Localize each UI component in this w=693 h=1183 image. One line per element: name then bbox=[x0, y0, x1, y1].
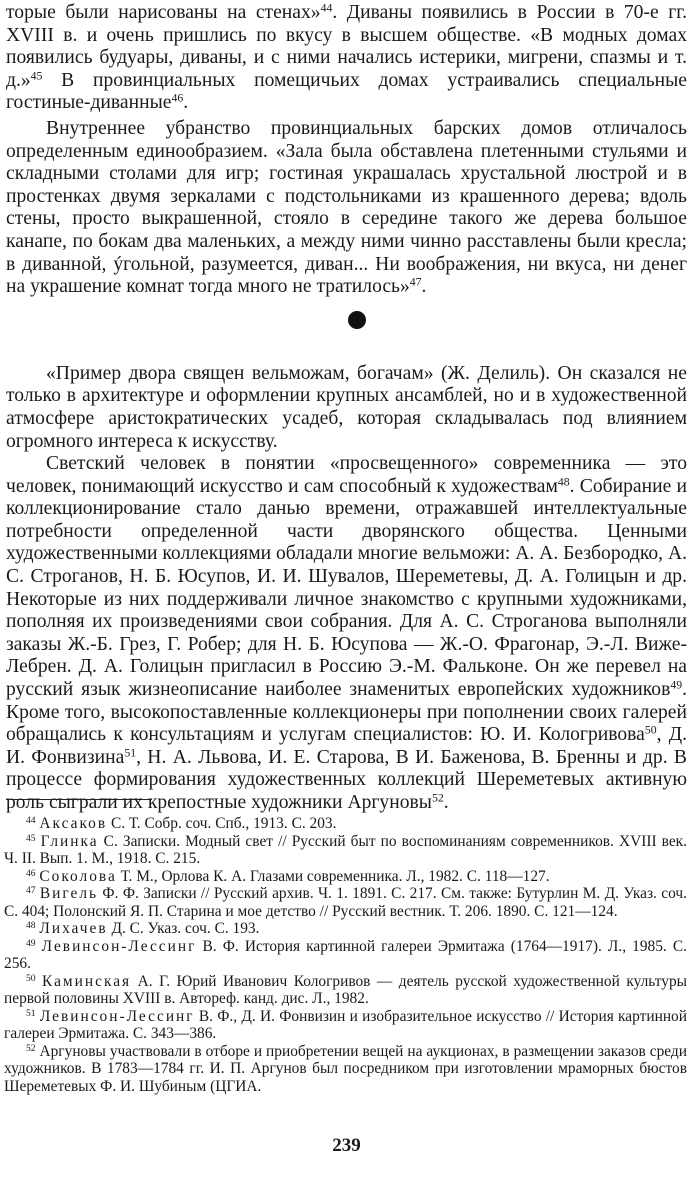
footnote: $^{52}$ Аргуновы участвовали в отборе и приобретении вещей на аукционах, в размещении заказов среди художников. В 1783—1784 гг. И. П. Аргунов был посредником при изготовлении мраморных бюстов Шереметевых Ф. И. Шубиным (ЦГИА. bbox=[4, 1042, 687, 1095]
footnote: $^{49}$ Левинсон-Лессинг В. Ф. История картинной галереи Эрмитажа (1764—1917). Л., 1985. С. 256. bbox=[4, 937, 687, 972]
paragraph-1: торые были нарисованы на стенах»$^{44}$. Диваны появились в России в 70-е гг. XVIII в. и очень пришлись по вкусу в высшем обществе. «В модных домах появились будуары, диваны, и с ними начались истерики, мигрени, спазмы и т. д.»$^{45}$ В провинциальных помещичьих домах устраивались специальные гостиные-диванные$^{46}$. bbox=[6, 1, 687, 114]
footnote-ref-52: 52 bbox=[431, 791, 444, 805]
bullet-divider-icon bbox=[348, 311, 366, 329]
footnote: $^{48}$ Лихачев Д. С. Указ. соч. С. 193. bbox=[26, 920, 260, 937]
footnote-ref-46: 46 bbox=[171, 91, 184, 105]
footnote-ref-50: 50 bbox=[644, 723, 657, 737]
footnote: $^{51}$ Левинсон-Лессинг В. Ф., Д. И. Фонвизин и изобразительное искусство // История картинной галереи Эрмитажа. С. 343—386. bbox=[4, 1007, 687, 1042]
page-number: 239 bbox=[332, 1135, 361, 1156]
footnote: $^{50}$ Каминская А. Г. Юрий Иванович Кологривов — деятель русской художественной культуры первой половины XVIII в. Автореф. канд. дис. Л., 1982. bbox=[4, 972, 687, 1007]
footnote: $^{46}$ Соколова Т. М., Орлова К. А. Глазами современника. Л., 1982. С. 118—127. bbox=[26, 867, 550, 885]
footnote-ref-47: 47 bbox=[409, 275, 422, 289]
footnote-separator bbox=[6, 799, 152, 800]
footnote-ref-48: 48 bbox=[557, 475, 570, 489]
footnote-ref-51: 51 bbox=[124, 746, 137, 760]
main-text bbox=[6, 2, 687, 815]
footnote-ref-49: 49 bbox=[670, 678, 683, 692]
section-divider bbox=[6, 299, 687, 363]
footnotes bbox=[4, 815, 687, 1095]
footnote: $^{47}$ Вигель Ф. Ф. Записки // Русский архив. Ч. 1. 1891. С. 217. См. также: Бутурлин М. Д. Указ. соч. С. 404; Полонский Я. П. Старина и мое детство // Русский вестник. Т. 206. 1890. С. 121—124. bbox=[4, 885, 687, 920]
paragraph-4: Светский человек в понятии «просвещенного» современника — это человек, понимающий искусство и сам способный к художествам$^{48}$. Собирание и коллекционирование стало данью времени, отражавшей интеллектуальные потребности определенной части дворянского общества. Ценными художественными коллекциями обладали многие вельможи: А. А. Безбородко, А. С. Строганов, Н. Б. Юсупов, И. И. Шувалов, Шереметевы, Д. А. Голицын и др. Некоторые из них поддерживали личное знакомство с крупными художниками, пополняя их произведениями свои собрания. Для А. С. Строганова выполняли заказы Ж.-Б. Грез, Г. Робер; для Н. Б. Юсупова — Ж.-О. Фрагонар, Э.-Л. Виже-Лебрен. Д. А. Голицын пригласил в Россию Э.-М. Фальконе. Он же перевел на русский язык жизнеописание наиболее знаменитых европейских художников$^{49}$. Кроме того, высокопоставленные коллекционеры при пополнении своих галерей обращались к консультациям и услугам специалистов: Ю. И. Кологривова$^{50}$, Д. И. Фонвизина$^{51}$, Н. А. Львова, И. Е. Старова, В И. Баженова, В. Бренны и др. В процессе формирования художественных коллекций Шереметевых активную роль сыграли их крепостные художники Аргуновы$^{52}$. bbox=[6, 453, 688, 813]
footnote: $^{44}$ Аксаков С. Т. Собр. соч. Спб., 1913. С. 203. bbox=[26, 815, 337, 832]
paragraph-2: Внутреннее убранство провинциальных барских домов отличалось определенным единообразием. «Зала была обставлена плетенными стульями и складными столами для игр; гостиная украшалась хрустальной люстрой и в простенках двумя зеркалами с подстольниками из крашенного дерева; вдоль стены, просто выкрашенной, стояло в середине такого же дерева большое канапе, по бокам два маленьких, а между ними чинно расставлены были кресла; в диванной, ýгольной, разумеется, диван... Ни воображения, ни вкуса, ни денег на украшение комнат тогда много не тратилось»$^{47}$. bbox=[6, 117, 687, 298]
paragraph-3: «Пример двора священ вельможам, богачам» (Ж. Делиль). Он сказался не только в архитектуре и оформлении крупных ансамблей, но и в художественной атмосфере аристократических усадеб, которая складывалась под влиянием огромного интереса к искусству. bbox=[6, 362, 687, 452]
footnote: $^{45}$ Глинка С. Записки. Модный свет // Русский быт по воспоминаниям современников. XVIII век. Ч. II. Вып. 1. М., 1918. С. 215. bbox=[4, 832, 687, 867]
footnote-ref-45: 45 bbox=[30, 69, 43, 83]
footnote-ref-44: 44 bbox=[320, 1, 333, 15]
